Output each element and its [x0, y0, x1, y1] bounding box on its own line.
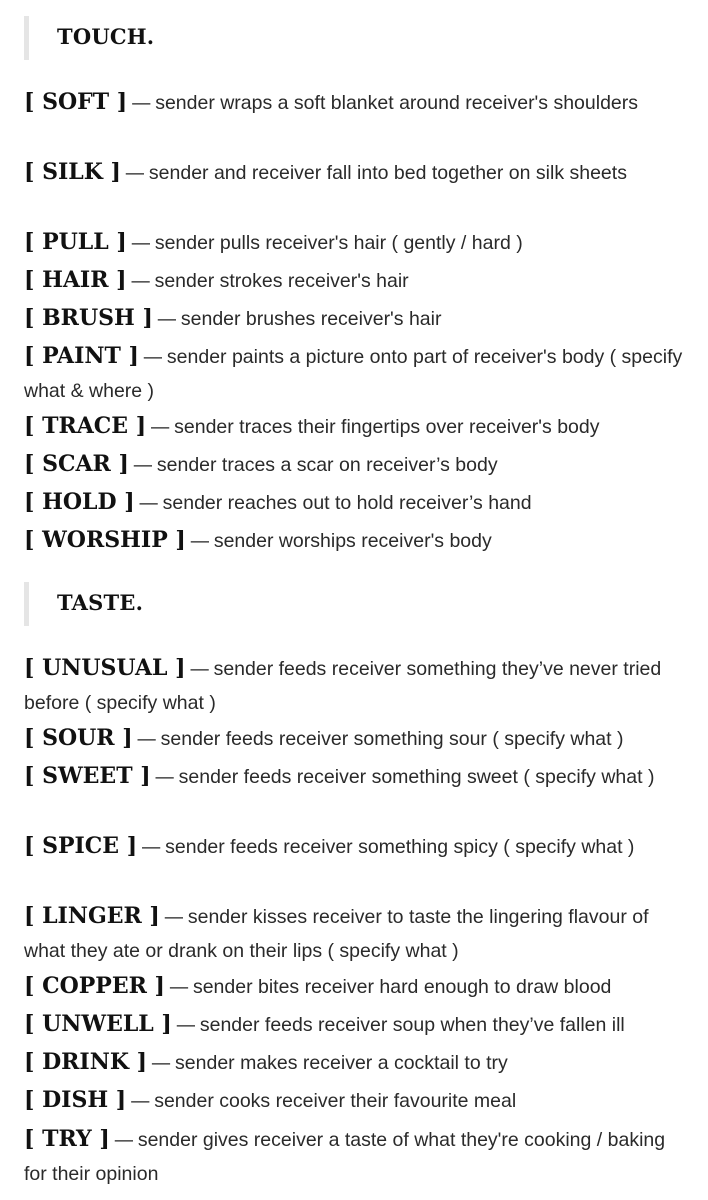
entry-term: [ SPICE ] [24, 833, 138, 859]
entry-try [24, 1122, 688, 1191]
entry-term: [ WORSHIP ] [24, 527, 186, 553]
entry-silk [24, 155, 688, 190]
entry-dash: — [141, 834, 162, 858]
entry-description: sender brushes receiver's hair [180, 308, 442, 330]
entry-pull [24, 225, 688, 260]
entry-paint [24, 339, 688, 408]
entry-dash: — [136, 726, 157, 750]
entry-term: [ HOLD ] [24, 489, 135, 515]
entry-unusual [24, 651, 688, 720]
entry-term: [ SCAR ] [24, 451, 129, 477]
entry-description: sender makes receiver a cocktail to try [175, 1052, 508, 1074]
entry-dash: — [130, 1088, 151, 1112]
entry-description: sender feeds receiver something sour ( specify what ) [160, 728, 624, 750]
entry-description: sender traces their fingertips over receiver's body [174, 416, 600, 438]
entry-brush [24, 301, 688, 336]
entry-term: [ DISH ] [24, 1087, 127, 1113]
entry-sour [24, 721, 688, 756]
entry-dash: — [156, 306, 177, 330]
entry-term: [ PAINT ] [24, 343, 139, 369]
entry-description: sender feeds receiver something spicy ( specify what ) [165, 836, 635, 858]
entry-dash: — [113, 1127, 134, 1151]
entry-linger [24, 899, 688, 968]
entry-term: [ HAIR ] [24, 267, 127, 293]
entry-description: sender bites receiver hard enough to draw blood [192, 976, 612, 998]
entry-scar [24, 447, 688, 482]
entry-dish [24, 1083, 688, 1118]
entry-hold [24, 485, 688, 520]
entry-description: sender feeds receiver something sweet ( specify what ) [178, 766, 655, 788]
entry-term: [ UNWELL ] [24, 1011, 172, 1037]
entry-term: [ TRY ] [24, 1126, 110, 1152]
entry-dash: — [150, 414, 171, 438]
entry-dash: — [189, 528, 210, 552]
entry-description: sender pulls receiver's hair ( gently / hard ) [154, 232, 523, 254]
entry-trace [24, 409, 688, 444]
entry-description: sender feeds receiver soup when they’ve fallen ill [199, 1014, 625, 1036]
entry-dash: — [168, 974, 189, 998]
entry-description: sender and receiver fall into bed together on silk sheets [148, 162, 627, 184]
entry-sweet [24, 759, 688, 794]
entry-description: sender feeds receiver something they’ve never tried before ( specify what ) [24, 658, 662, 714]
entry-dash: — [138, 490, 159, 514]
entry-description: sender kisses receiver to taste the lingering flavour of what they ate or drank on their lips ( specify what ) [24, 906, 649, 962]
entry-term: [ DRINK ] [24, 1049, 148, 1075]
entry-description: sender cooks receiver their favourite meal [154, 1090, 517, 1112]
entry-dash: — [124, 160, 145, 184]
entry-term: [ LINGER ] [24, 903, 160, 929]
entry-unwell [24, 1007, 688, 1042]
entry-term: [ BRUSH ] [24, 305, 153, 331]
entry-spice [24, 829, 688, 864]
entry-dash: — [151, 1050, 172, 1074]
entry-description: sender traces a scar on receiver’s body [156, 454, 498, 476]
entry-dash: — [130, 230, 151, 254]
entry-term: [ SOFT ] [24, 89, 128, 115]
entry-term: [ PULL ] [24, 229, 127, 255]
entry-dash: — [142, 344, 163, 368]
entry-description: sender gives receiver a taste of what they're cooking / baking for their opinion [24, 1129, 666, 1185]
entry-hair [24, 263, 688, 298]
entry-term: [ SILK ] [24, 159, 121, 185]
entry-dash: — [163, 904, 184, 928]
entry-dash: — [130, 268, 151, 292]
entry-dash: — [175, 1012, 196, 1036]
entry-description: sender paints a picture onto part of receiver's body ( specify what & where ) [24, 346, 683, 402]
entry-drink [24, 1045, 688, 1080]
entry-term: [ COPPER ] [24, 973, 165, 999]
entry-term: [ TRACE ] [24, 413, 147, 439]
entry-dash: — [132, 452, 153, 476]
section-heading-touch: TOUCH. [24, 16, 154, 60]
entry-dash: — [189, 656, 210, 680]
entry-dash: — [131, 90, 152, 114]
entry-description: sender worships receiver's body [213, 530, 492, 552]
entry-description: sender reaches out to hold receiver’s hand [162, 492, 532, 514]
entry-dash: — [154, 764, 175, 788]
entry-term: [ UNUSUAL ] [24, 655, 186, 681]
entry-soft [24, 85, 688, 120]
entry-term: [ SOUR ] [24, 725, 133, 751]
entry-description: sender strokes receiver's hair [154, 270, 409, 292]
entry-description: sender wraps a soft blanket around receiver's shoulders [155, 92, 639, 114]
entry-term: [ SWEET ] [24, 763, 151, 789]
section-heading-taste: TASTE. [24, 582, 143, 626]
entry-worship [24, 523, 688, 558]
entry-copper [24, 969, 688, 1004]
